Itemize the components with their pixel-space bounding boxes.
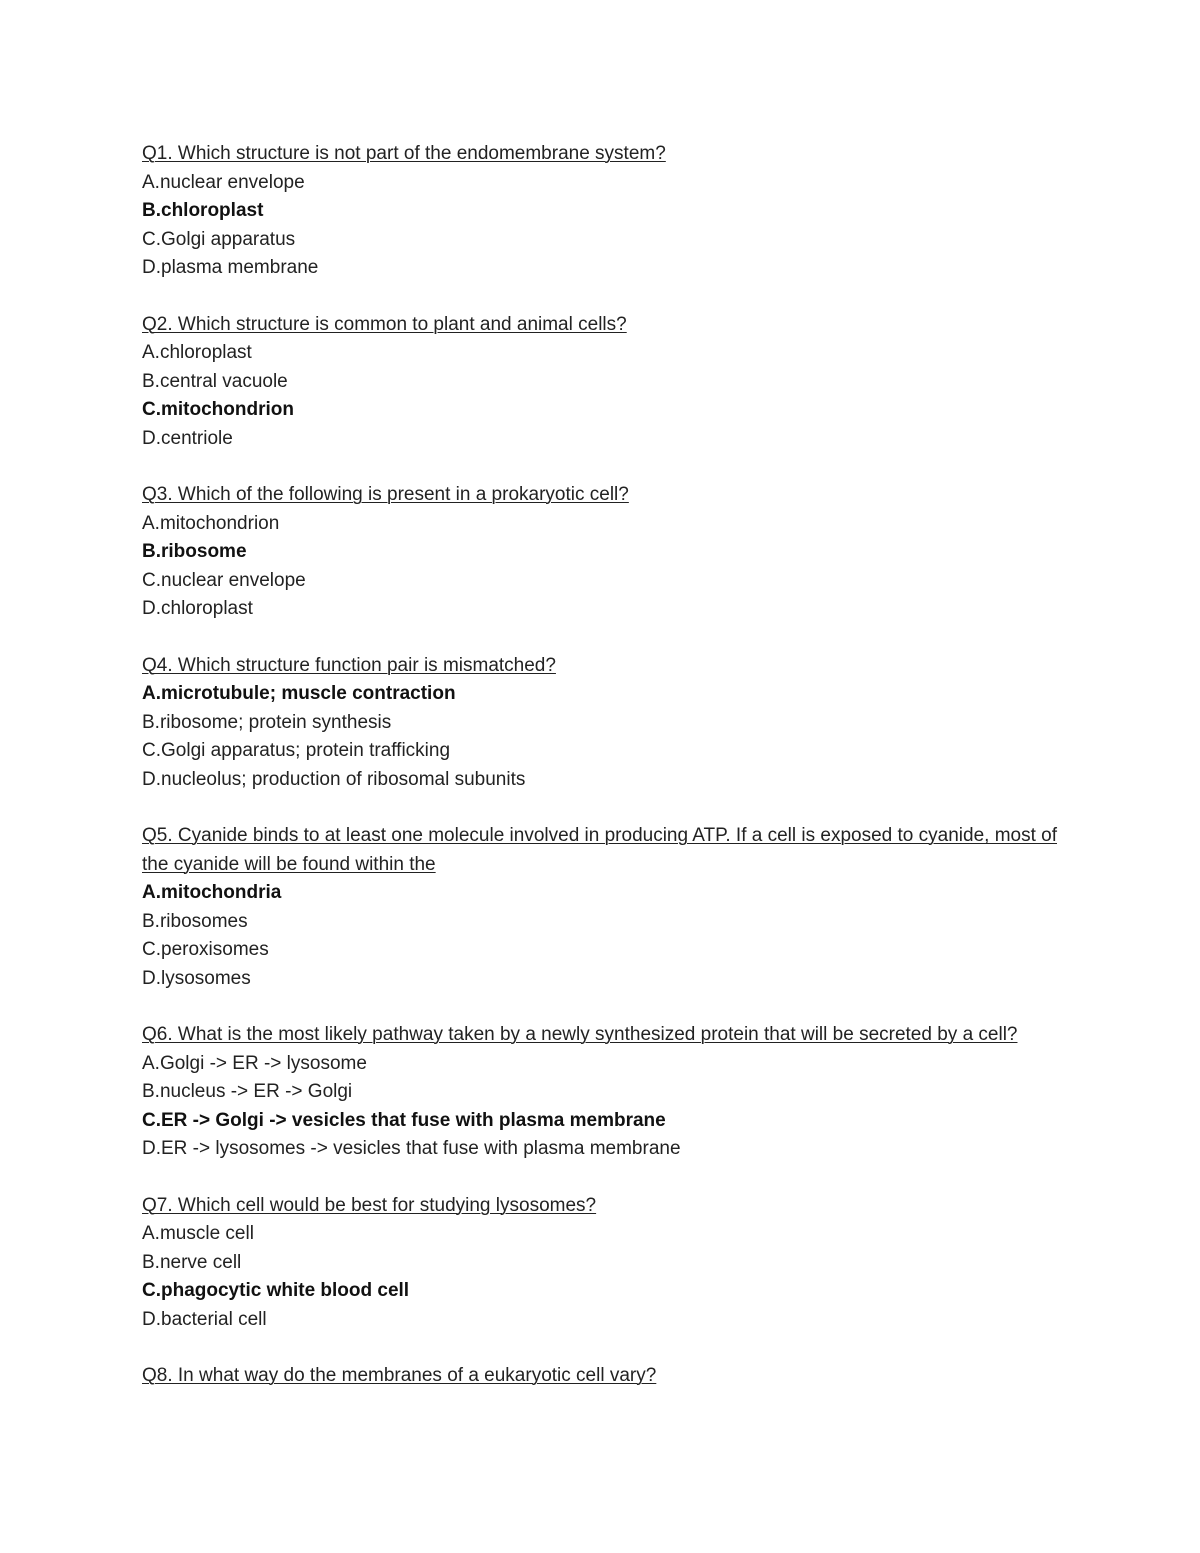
answer-option: C.nuclear envelope	[142, 569, 306, 591]
answer-option: A.chloroplast	[142, 342, 252, 363]
answer-option: C.peroxisomes	[142, 939, 269, 960]
answer-option: B.ribosome; protein synthesis	[142, 711, 392, 733]
answer-option: D.centriole	[142, 427, 233, 449]
correct-answer-option: B.ribosome	[142, 541, 247, 562]
question-text: Q2. Which structure is common to plant and animal cells?	[142, 313, 627, 335]
answer-option: C.Golgi apparatus	[142, 228, 296, 250]
question-block-8	[142, 1362, 1062, 1391]
answer-options	[142, 169, 1062, 283]
answer-options	[142, 510, 1062, 624]
answer-option: D.ER -> lysosomes -> vesicles that fuse with plasma membrane	[142, 1138, 681, 1159]
question-block-5	[142, 822, 1062, 993]
answer-option: A.Golgi -> ER -> lysosome	[142, 1052, 367, 1074]
question-text: Q5. Cyanide binds to at least one molecule involved in producing ATP. If a cell is exposed to cyanide, most of the cyanide will be found within the	[142, 825, 1057, 875]
question-block-1	[142, 140, 1062, 283]
question-block-6	[142, 1021, 1062, 1164]
answer-option: B.nerve cell	[142, 1251, 242, 1273]
correct-answer-option: A.mitochondria	[142, 882, 282, 903]
answer-option: B.central vacuole	[142, 370, 288, 392]
answer-option: C.Golgi apparatus; protein trafficking	[142, 740, 451, 761]
correct-answer-option: C.phagocytic white blood cell	[142, 1280, 410, 1301]
answer-options	[142, 339, 1062, 453]
answer-option: A.muscle cell	[142, 1223, 254, 1244]
question-block-4	[142, 652, 1062, 795]
question-text: Q8. In what way do the membranes of a eukaryotic cell vary?	[142, 1365, 657, 1386]
correct-answer-option: B.chloroplast	[142, 200, 264, 221]
answer-options	[142, 879, 1062, 993]
answer-option: D.plasma membrane	[142, 257, 319, 278]
question-text: Q4. Which structure function pair is mismatched?	[142, 654, 556, 676]
answer-option: A.mitochondrion	[142, 512, 280, 534]
question-text: Q3. Which of the following is present in a prokaryotic cell?	[142, 484, 629, 505]
correct-answer-option: C.mitochondrion	[142, 399, 294, 420]
answer-option: D.bacterial cell	[142, 1308, 267, 1330]
answer-options	[142, 680, 1062, 794]
answer-options	[142, 1050, 1062, 1164]
answer-options	[142, 1220, 1062, 1334]
quiz-document	[142, 140, 1062, 1419]
answer-option: B.ribosomes	[142, 910, 248, 932]
question-block-3	[142, 481, 1062, 624]
question-block-2	[142, 311, 1062, 454]
answer-option: A.nuclear envelope	[142, 171, 305, 193]
question-block-7	[142, 1192, 1062, 1335]
correct-answer-option: A.microtubule; muscle contraction	[142, 683, 456, 704]
question-text: Q7. Which cell would be best for studying lysosomes?	[142, 1194, 597, 1216]
answer-option: D.nucleolus; production of ribosomal subunits	[142, 768, 526, 790]
answer-option: D.chloroplast	[142, 598, 253, 619]
answer-option: B.nucleus -> ER -> Golgi	[142, 1081, 353, 1102]
answer-option: D.lysosomes	[142, 967, 251, 989]
question-text: Q6. What is the most likely pathway taken by a newly synthesized protein that will be secreted by a cell?	[142, 1024, 1018, 1045]
question-text: Q1. Which structure is not part of the endomembrane system?	[142, 143, 666, 164]
correct-answer-option: C.ER -> Golgi -> vesicles that fuse with plasma membrane	[142, 1109, 666, 1131]
